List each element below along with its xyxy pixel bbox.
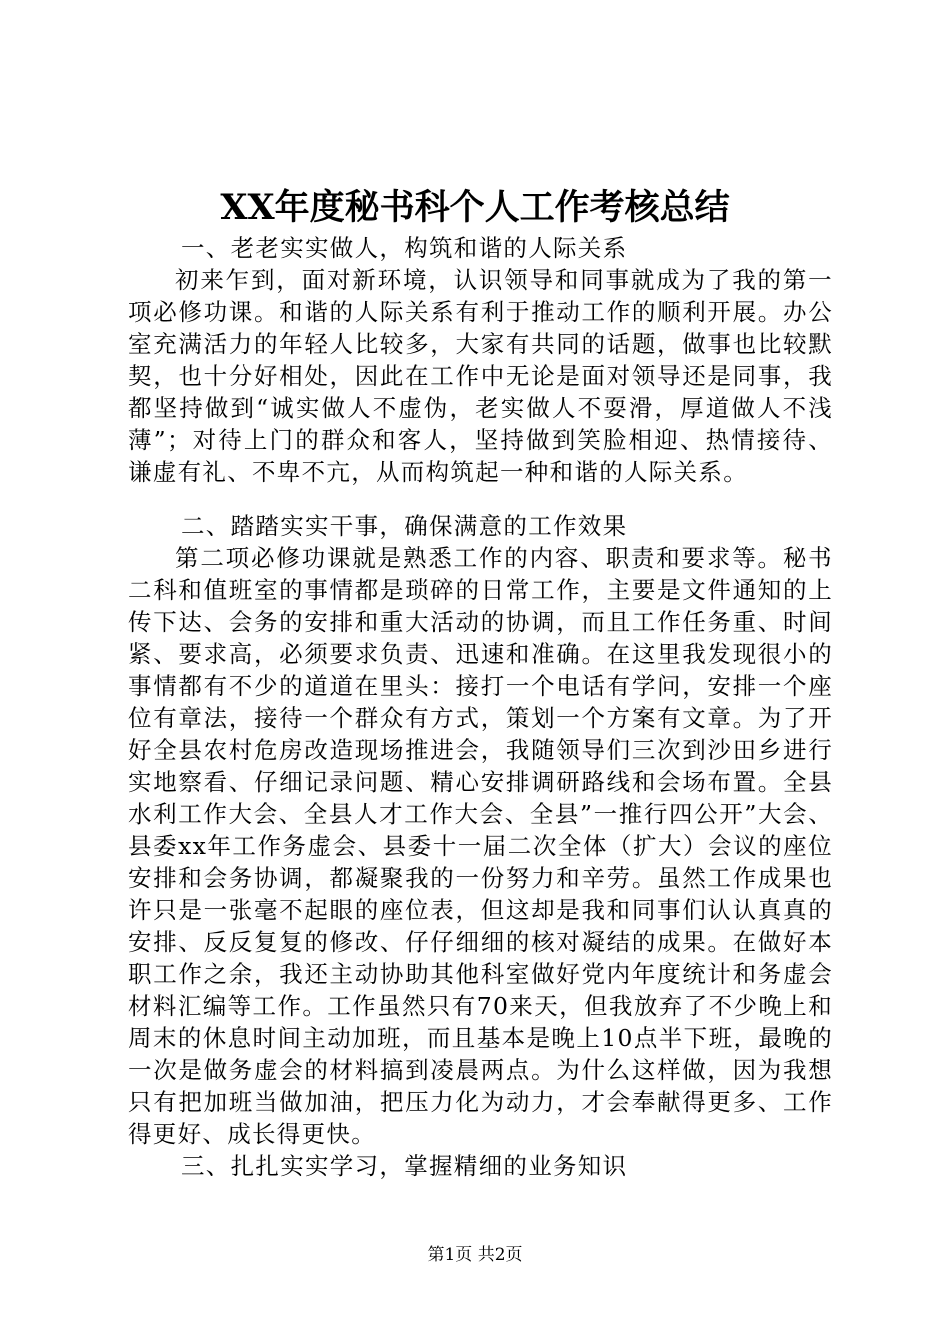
section-heading-2: 二、踏踏实实干事，确保满意的工作效果 (181, 512, 628, 540)
section-heading-3: 三、扎扎实实学习，掌握精细的业务知识 (181, 1152, 628, 1180)
section-heading-1: 一、老老实实做人，构筑和谐的人际关系 (181, 234, 628, 262)
section-paragraph-1: 初来乍到，面对新环境，认识领导和同事就成为了我的第一项必修功课。和谐的人际关系有利于推动工作的顺利开展。办公室充满活力的年轻人比较多，大家有共同的话题，做事也比较默契，也十分好相处，因此在工作中无论是面对领导还是同事，我都坚持做到“诚实做人不虚伪，老实做人不耍滑，厚道做人不浅薄”；对待上门的群众和客人，坚持做到笑脸相迎、热情接待、谦虚有礼、不卑不亢，从而构筑起一种和谐的人际关系。 (128, 266, 833, 486)
page-number-footer: 第1页 共2页 (427, 1245, 523, 1265)
document-title: XX年度秘书科个人工作考核总结 (220, 187, 730, 228)
section-paragraph-2: 第二项必修功课就是熟悉工作的内容、职责和要求等。秘书二科和值班室的事情都是琐碎的日常工作，主要是文件通知的上传下达、会务的安排和重大活动的协调，而且工作任务重、时间紧、要求高，必须要求负责、迅速和准确。在这里我发现很小的事情都有不少的道道在里头：接打一个电话有学问，安排一个座位有章法，接待一个群众有方式，策划一个方案有文章。为了开好全县农村危房改造现场推进会，我随领导们三次到沙田乡进行实地察看、仔细记录问题、精心安排调研路线和会场布置。全县水利工作大会、全县人才工作大会、全县”一推行四公开”大会、县委xx年工作务虚会、县委十一届二次全体（扩大）会议的座位安排和会务协调，都凝聚我的一份努力和辛劳。虽然工作成果也许只是一张毫不起眼的座位表，但这却是我和同事们认认真真的安排、反反复复的修改、仔仔细细的核对凝结的成果。在做好本职工作之余，我还主动协助其他科室做好党内年度统计和务虚会材料汇编等工作。工作虽然只有70来天，但我放弃了不少晚上和周末的休息时间主动加班，而且基本是晚上10点半下班，最晚的一次是做务虚会的材料搞到凌晨两点。为什么这样做，因为我想只有把加班当做加油，把压力化为动力，才会奉献得更多、工作得更好、成长得更快。 (128, 544, 833, 1148)
